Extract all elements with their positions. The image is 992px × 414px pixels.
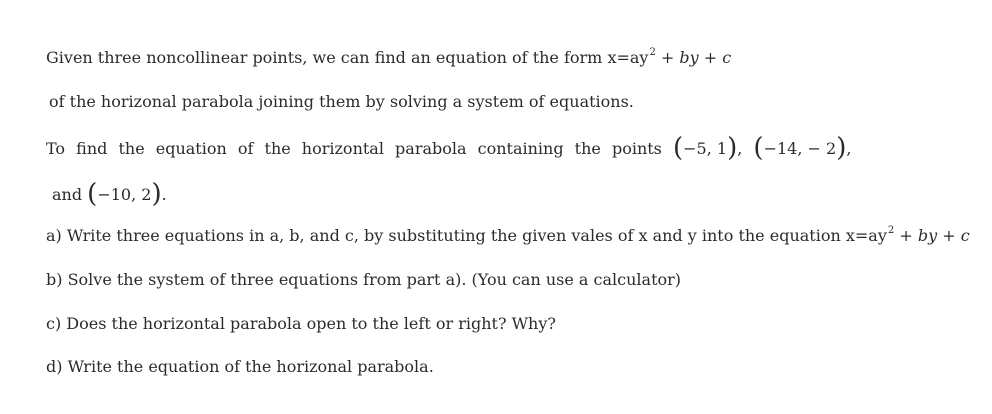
point-2: (−14, − 2), [753,133,852,163]
points-text: To find the equation of the horizontal parabola containing the points [46,139,673,158]
equation-form [607,48,731,67]
and-word: and [52,185,88,204]
points-continuation [52,179,167,209]
part-b: b) Solve the system of three equations from part a). (You can use a calculator) [46,270,682,289]
points-paragraph [46,133,852,163]
part-a-equation-exponent: 2 [887,225,895,236]
point-1-value: −5, 1 [683,139,728,158]
equation-form-rest: + by + c [655,48,732,67]
part-a-equation-lhs: x=ay [845,226,887,245]
part-d: d) Write the equation of the horizonal parabola. [46,357,434,376]
point-1: (−5, 1), [672,133,743,163]
point-3-value: −10, 2 [97,185,152,204]
equation-form-exponent: 2 [649,47,656,58]
part-a [46,226,970,249]
point-3: (−10, 2). [87,179,167,209]
intro-paragraph [46,48,731,71]
equation-form-lhs: x=ay [607,48,649,67]
point-2-value: −14, − 2 [763,139,837,158]
part-a-equation-rest: + by + c [894,226,970,245]
part-a-text: a) Write three equations in a, b, and c, by substituting the given vales of x and y into the equation [46,226,846,245]
intro-text: Given three noncollinear points, we can find an equation of the form [46,48,608,67]
part-c: c) Does the horizontal parabola open to the left or right? Why? [46,314,556,333]
intro-continuation: of the horizonal parabola joining them by solving a system of equations. [49,92,634,111]
part-a-equation [846,226,970,245]
